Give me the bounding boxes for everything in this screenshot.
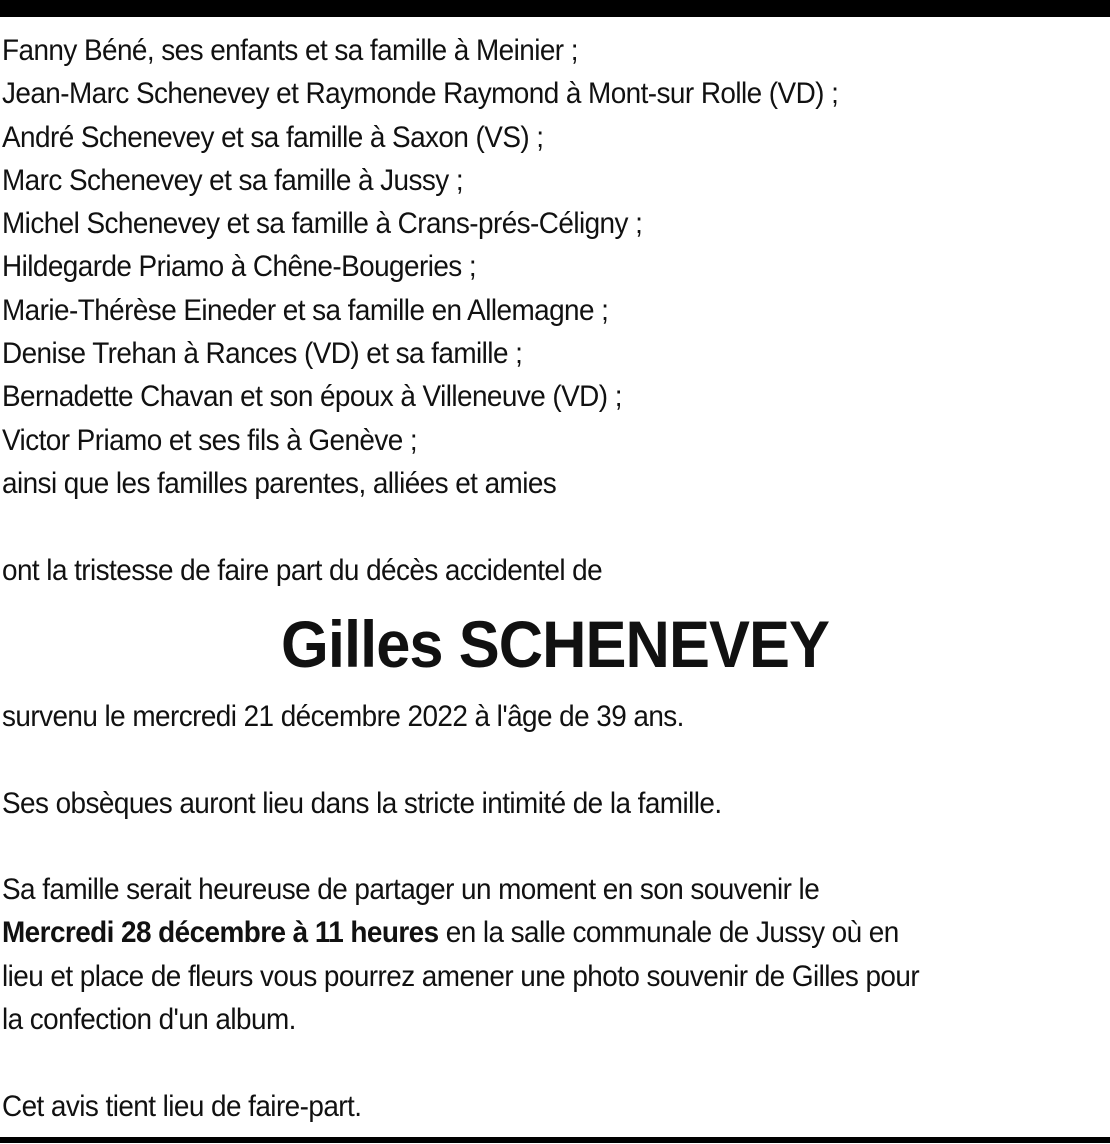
family-line: ainsi que les familles parentes, alliées et amies	[2, 466, 557, 500]
memorial-line-2	[2, 911, 1110, 954]
memorial-place: en la salle communale de Jussy où en	[438, 916, 899, 950]
family-line: André Schenevey et sa famille à Saxon (VS) ;	[2, 120, 544, 154]
details-section	[2, 695, 1110, 1128]
family-line: Hildegarde Priamo à Chêne-Bougeries ;	[2, 250, 477, 284]
death-info: survenu le mercredi 21 décembre 2022 à l'âge de 39 ans.	[2, 700, 684, 733]
top-rule	[0, 0, 1110, 17]
deceased-name: Gilles SCHENEVEY	[281, 607, 829, 681]
family-line: Jean-Marc Schenevey et Raymonde Raymond à Mont-sur Rolle (VD) ;	[2, 77, 839, 111]
funeral-info: Ses obsèques auront lieu dans la stricte intimité de la famille.	[2, 786, 722, 820]
family-line: Bernadette Chavan et son époux à Villeneuve (VD) ;	[2, 380, 622, 414]
family-line: Victor Priamo et ses fils à Genève ;	[2, 423, 418, 457]
announcement-text: ont la tristesse de faire part du décès accidentel de	[2, 553, 603, 587]
memorial-line-1: Sa famille serait heureuse de partager un moment en son souvenir le	[2, 873, 820, 907]
family-line: Fanny Béné, ses enfants et sa famille à Meinier ;	[2, 34, 578, 67]
family-line: Michel Schenevey et sa famille à Crans-prés-Céligny ;	[2, 207, 643, 241]
family-line: Marc Schenevey et sa famille à Jussy ;	[2, 163, 464, 197]
family-line: Denise Trehan à Rances (VD) et sa famille ;	[2, 337, 523, 371]
closing-text: Cet avis tient lieu de faire-part.	[2, 1089, 362, 1123]
family-line: Marie-Thérèse Eineder et sa famille en Allemagne ;	[2, 293, 609, 327]
family-list	[2, 29, 1032, 592]
memorial-line-4: la confection d'un album.	[2, 1003, 296, 1037]
bottom-rule	[0, 1137, 1110, 1143]
memorial-date: Mercredi 28 décembre à 11 heures	[2, 916, 439, 950]
memorial-line-3: lieu et place de fleurs vous pourrez amener une photo souvenir de Gilles pour	[2, 959, 920, 993]
